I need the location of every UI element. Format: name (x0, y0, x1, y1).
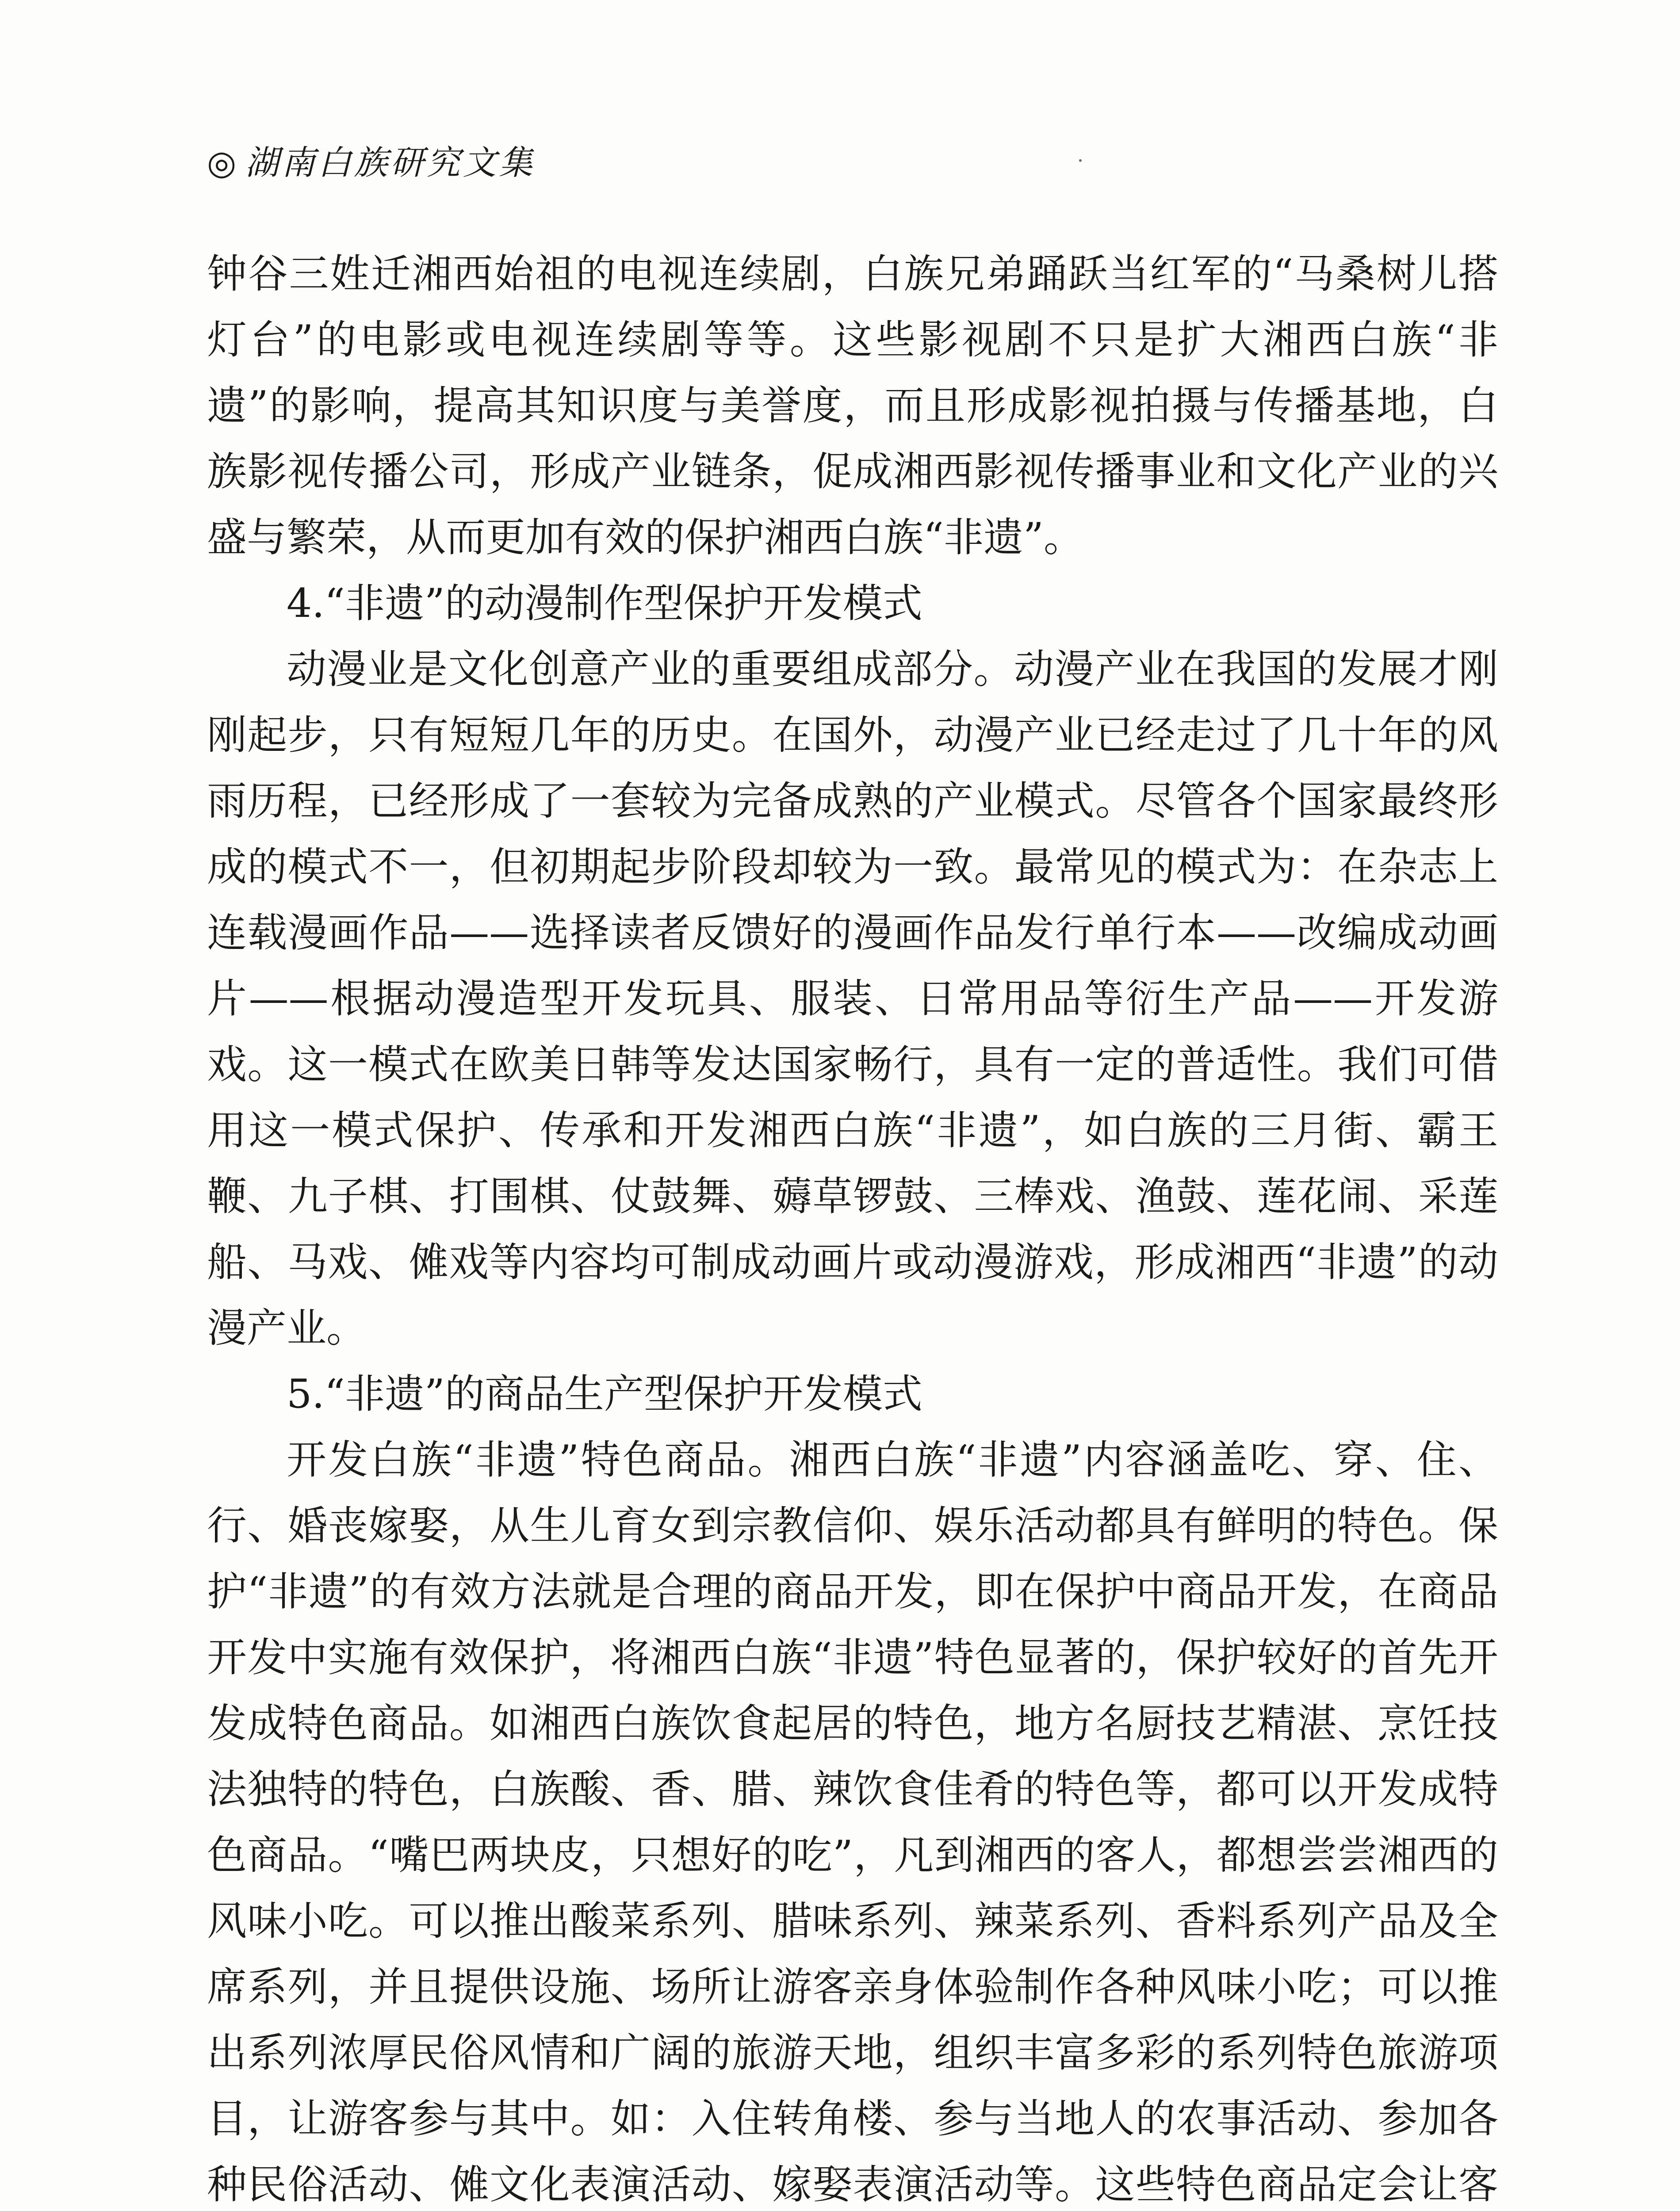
paragraph-animation: 动漫业是文化创意产业的重要组成部分。动漫产业在我国的发展才刚刚起步，只有短短几年的历史。在国外，动漫产业已经走过了几十年的风雨历程，已经形成了一套较为完备成熟的产业模式。尽管各个国家最终形成的模式不一，但初期起步阶段却较为一致。最常见的模式为：在杂志上连载漫画作品——选择读者反馈好的漫画作品发行单行本——改编成动画片——根据动漫造型开发玩具、服装、日常用品等衍生产品——开发游戏。这一模式在欧美日韩等发达国家畅行，具有一定的普适性。我们可借用这一模式保护、传承和开发湘西白族“非遗”，如白族的三月街、霸王鞭、九子棋、打围棋、仗鼓舞、薅草锣鼓、三棒戏、渔鼓、莲花闹、采莲船、马戏、傩戏等内容均可制成动画片或动漫游戏，形成湘西“非遗”的动漫产业。 (207, 646, 1498, 1351)
page-body (207, 241, 1498, 2211)
scan-speck (1079, 159, 1082, 162)
paragraph-continuation: 钟谷三姓迁湘西始祖的电视连续剧，白族兄弟踊跃当红军的“马桑树儿搭灯台”的电影或电视连续剧等等。这些影视剧不只是扩大湘西白族“非遗”的影响，提高其知识度与美誉度，而且形成影视拍摄与传播基地，白族影视传播公司，形成产业链条，促成湘西影视传播事业和文化产业的兴盛与繁荣，从而更加有效的保护湘西白族“非遗”。 (207, 251, 1498, 561)
header-title: 湖南白族研究文集 (245, 143, 536, 182)
running-header (207, 143, 536, 182)
paragraph-commodity: 开发白族“非遗”特色商品。湘西白族“非遗”内容涵盖吃、穿、住、行、婚丧嫁娶，从生儿育女到宗教信仰、娱乐活动都具有鲜明的特色。保护“非遗”的有效方法就是合理的商品开发，即在保护中商品开发，在商品开发中实施有效保护，将湘西白族“非遗”特色显著的，保护较好的首先开发成特色商品。如湘西白族饮食起居的特色，地方名厨技艺精湛、烹饪技法独特的特色，白族酸、香、腊、辣饮食佳肴的特色等，都可以开发成特色商品。“嘴巴两块皮，只想好的吃”，凡到湘西的客人，都想尝尝湘西的风味小吃。可以推出酸菜系列、腊味系列、辣菜系列、香料系列产品及全席系列，并且提供设施、场所让游客亲身体验制作各种风味小吃；可以推出系列浓厚民俗风情和广阔的旅游天地，组织丰富多彩的系列特色旅游项目，让游客参与其中。如：入住转角楼、参与当地人的农事活动、参加各种民俗活动、傩文化表演活动、嫁娶表演活动等。这些特色商品定会让客 (207, 1437, 1498, 2208)
header-circle-icon: ◎ (207, 143, 239, 182)
section-heading-4: 4.“非遗”的动漫制作型保护开发模式 (287, 580, 922, 627)
section-heading-5: 5.“非遗”的商品生产型保护开发模式 (287, 1371, 922, 1417)
